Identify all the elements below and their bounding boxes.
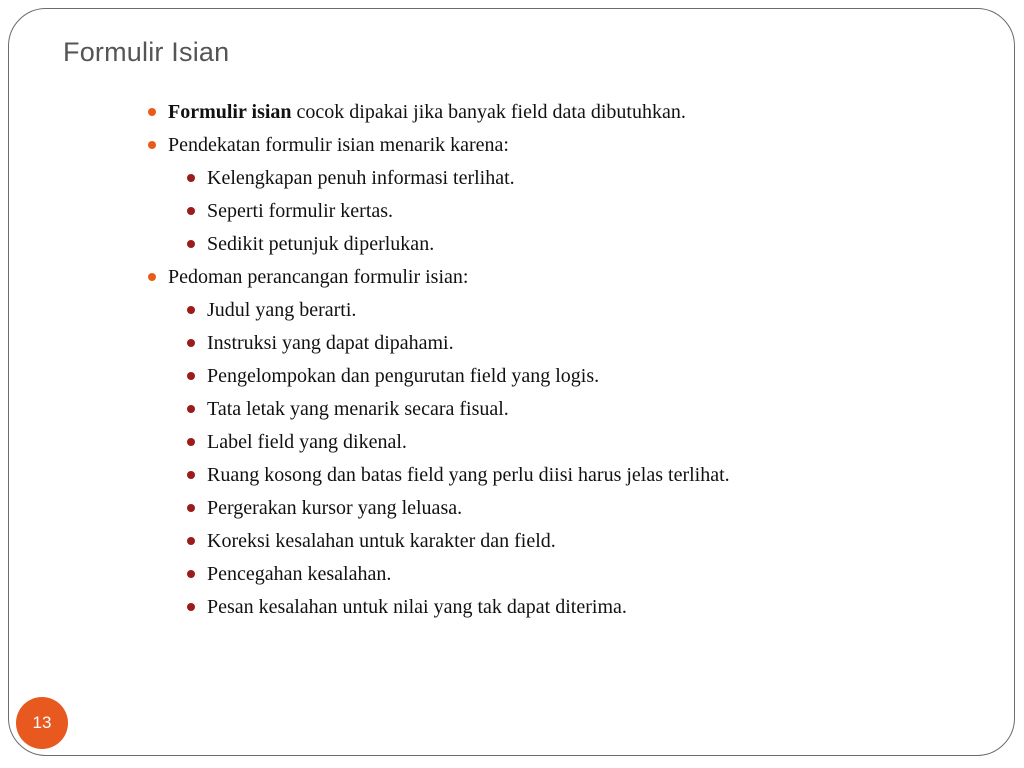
bullet-dot-icon: [187, 240, 195, 248]
bullet-dot-icon: [187, 306, 195, 314]
sub-bullet-text: Tata letak yang menarik secara fisual.: [207, 398, 509, 420]
slide-content: [148, 99, 988, 627]
bullet-dot-icon: [187, 438, 195, 446]
bullet-list: [148, 99, 988, 620]
bullet-text: Pedoman perancangan formulir isian:: [168, 266, 469, 288]
page-number: 13: [32, 713, 52, 732]
sub-bullet-text: Pergerakan kursor yang leluasa.: [207, 497, 463, 519]
sub-bullet-text: Label field yang dikenal.: [207, 431, 407, 453]
sub-bullet-text: Pesan kesalahan untuk nilai yang tak dapat diterima.: [207, 596, 627, 618]
bullet-dot-icon: [187, 207, 195, 215]
sub-bullet-item: [187, 396, 988, 422]
sub-bullet-item: [187, 594, 988, 620]
sub-bullet-item: [187, 429, 988, 455]
bullet-dot-icon: [148, 108, 156, 116]
sub-bullet-text: Kelengkapan penuh informasi terlihat.: [207, 167, 515, 189]
sub-bullet-text: Sedikit petunjuk diperlukan.: [207, 233, 435, 255]
sub-bullet-text: Judul yang berarti.: [207, 299, 357, 321]
sub-bullet-list: [187, 297, 988, 620]
sub-bullet-item: [187, 363, 988, 389]
bullet-dot-icon: [187, 339, 195, 347]
sub-bullet-item: [187, 561, 988, 587]
sub-bullet-text: Ruang kosong dan batas field yang perlu diisi harus jelas terlihat.: [207, 464, 730, 486]
bullet-dot-icon: [187, 405, 195, 413]
sub-bullet-text: Pengelompokan dan pengurutan field yang logis.: [207, 365, 600, 387]
sub-bullet-item: [187, 297, 988, 323]
bullet-item: [148, 132, 988, 257]
sub-bullet-item: [187, 231, 988, 257]
sub-bullet-item: [187, 462, 988, 488]
bullet-text: cocok dipakai jika banyak field data dibutuhkan.: [291, 101, 686, 123]
sub-bullet-item: [187, 495, 988, 521]
bullet-dot-icon: [187, 537, 195, 545]
sub-bullet-item: [187, 198, 988, 224]
slide-frame: [8, 8, 1015, 756]
bullet-dot-icon: [187, 603, 195, 611]
bullet-item: [148, 99, 988, 125]
page-number-badge: [16, 697, 68, 749]
slide-title: Formulir Isian: [63, 37, 230, 67]
bullet-dot-icon: [148, 273, 156, 281]
bullet-dot-icon: [148, 141, 156, 149]
bullet-dot-icon: [187, 372, 195, 380]
sub-bullet-list: [187, 165, 988, 257]
sub-bullet-text: Instruksi yang dapat dipahami.: [207, 332, 454, 354]
bullet-dot-icon: [187, 570, 195, 578]
bullet-text: Pendekatan formulir isian menarik karena:: [168, 134, 509, 156]
sub-bullet-item: [187, 330, 988, 356]
bullet-bold-text: Formulir isian: [168, 101, 292, 123]
sub-bullet-item: [187, 528, 988, 554]
sub-bullet-text: Koreksi kesalahan untuk karakter dan field.: [207, 530, 556, 552]
bullet-dot-icon: [187, 504, 195, 512]
sub-bullet-item: [187, 165, 988, 191]
bullet-dot-icon: [187, 471, 195, 479]
sub-bullet-text: Seperti formulir kertas.: [207, 200, 394, 222]
bullet-dot-icon: [187, 174, 195, 182]
bullet-item: [148, 264, 988, 620]
sub-bullet-text: Pencegahan kesalahan.: [207, 563, 392, 585]
